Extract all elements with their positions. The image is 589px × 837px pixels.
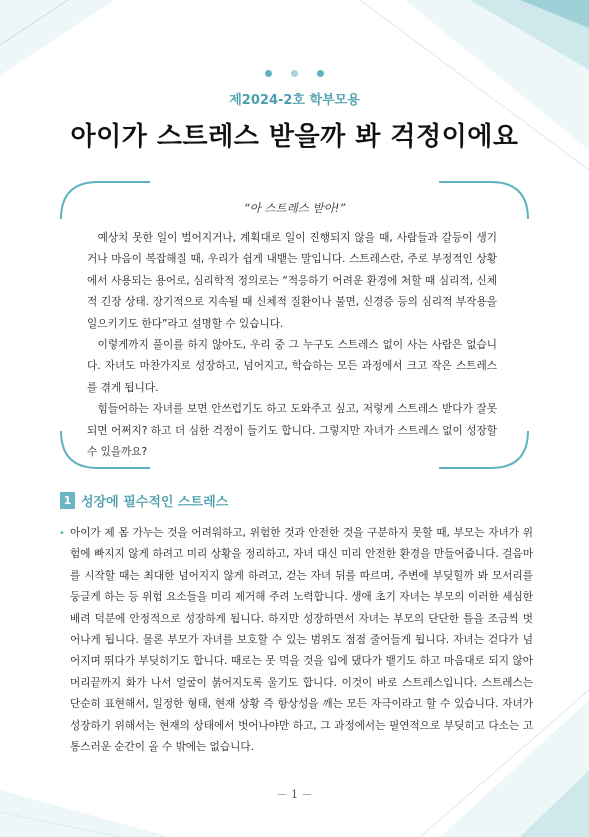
section-paragraph: 아이가 제 몸 가누는 것을 어려워하고, 위험한 것과 안전한 것을 구분하지 못할 때, 부모는 자녀가 위험에 빠지지 않게 하려고 미리 상황을 정리하고, 자녀 대신 미리 안전한 환경을 만들어줍니다. 걸음마를 시작할 때는 최대한 넘어지지 않게 하려고, 걷는 자녀 뒤를 따르며, 주변에 부딪힐까 봐 모서리를 둥글게 하는 등 위험 요소들을 미리 제거해 주려 노력합니다. 생애 초기 자녀는 부모의 이러한 세심한 배려 덕분에 안정적으로 성장하게 됩니다. 하지만 성장하면서 자녀는 부모의 단단한 틀을 조금씩 벗어나게 됩니다. 물론 부모가 자녀를 보호할 수 있는 범위도 점점 줄어들게 됩니다. 자녀는 걷다가 넘어지며 뛰다가 부딪히기도 합니다. 때로는 못 먹을 것을 입에 댔다가 뱉기도 하고 마음대로 되지 않아 머리끝까지 화가 나서 얼굴이 붉어지도록 울기도 합니다. 이것이 바로 스트레스입니다. 스트레스는 단순히 표현해서, 일정한 형태, 현재 상황 즉 항상성을 깨는 모든 자극이라고 할 수 있습니다. 자녀가 성장하기 위해서는 현재의 상태에서 벗어나야만 하고, 그 과정에서는 필연적으로 부딪히고 다소는 고통스러운 순간이 올 수 밖에는 없습니다. [70,527,533,754]
intro-text [87,228,497,463]
section-body [59,523,533,758]
page-number: － 1 － [276,788,313,801]
intro-quote: “아 스트레스 받아!” [243,201,346,215]
page-title: 아이가 스트레스 받을까 봐 걱정이에요 [70,122,519,152]
intro-paragraph: 힘들어하는 자녀를 보면 안쓰럽기도 하고 도와주고 싶고, 저렇게 스트레스 받다가 잘못되면 어쩌지? 하고 더 심한 걱정이 들기도 합니다. 그렇지만 자녀가 스트레스 없이 성장할 수 있을까요? [87,403,497,459]
dot-decoration [291,70,298,77]
intro-paragraph: 이렇게까지 풀이를 하지 않아도, 우리 중 그 누구도 스트레스 없이 사는 사람은 없습니다. 자녀도 마찬가지로 성장하고, 넘어지고, 학습하는 모든 과정에서 크고 작은 스트레스를 겪게 됩니다. [87,339,497,394]
section-heading [60,489,228,511]
intro-paragraph: 예상치 못한 일이 벌어지거나, 계획대로 일이 진행되지 않을 때, 사람들과 갈등이 생기거나 마음이 복잡해질 때, 우리가 쉽게 내뱉는 말입니다. 스트레스란, 주로 부정적인 상황에서 사용되는 용어로, 심리학적 정의로는 “적응하기 어려운 환경에 처할 때 심리적, 신체적 긴장 상태. 장기적으로 지속될 때 신체적 질환이나 불면, 신경증 등의 심리적 부작용을 일으키기도 한다”라고 설명할 수 있습니다. [87,232,497,330]
dot-decoration [317,70,324,77]
issue-label: 제2024-2호 학부모용 [229,93,360,108]
header-dots [0,62,589,81]
bullet-icon: • [59,528,65,539]
section-number-badge: 1 [60,492,75,509]
section-title: 성장에 필수적인 스트레스 [81,494,229,510]
dot-decoration [265,70,272,77]
